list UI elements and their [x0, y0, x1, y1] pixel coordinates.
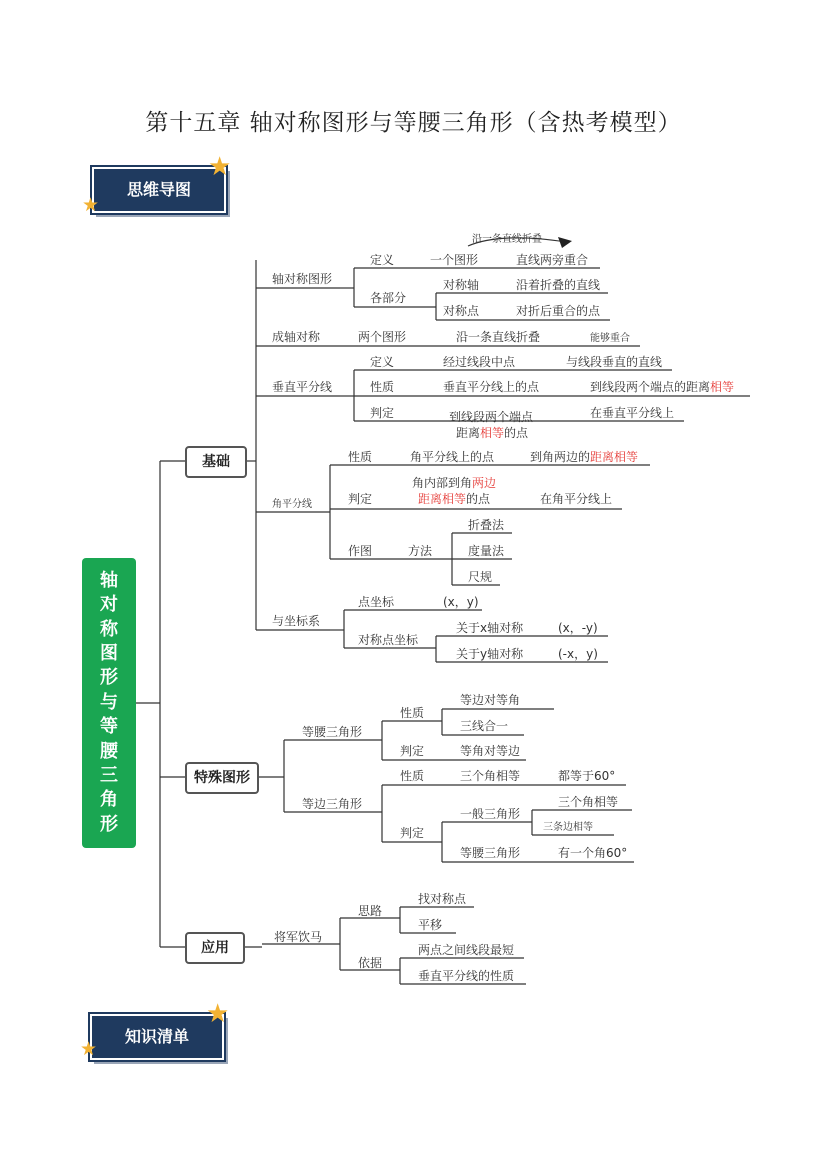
def-a: 一个图形 — [430, 253, 479, 267]
iso-p1: 等边对等角 — [460, 693, 521, 707]
root-char: 图 — [100, 642, 118, 664]
label-pb-prop: 性质 — [370, 380, 395, 394]
pb-judge-a2: 距离相等的点 — [456, 426, 529, 440]
arrow-head-icon — [558, 237, 572, 248]
mindmap-banner: 思维导图 — [92, 167, 226, 213]
idea-2: 平移 — [418, 918, 443, 932]
fold-note: 沿一条直线折叠 — [472, 234, 542, 245]
root-char: 角 — [100, 789, 118, 811]
label-ab-prop: 性质 — [348, 450, 373, 464]
label-idea: 思路 — [358, 904, 383, 918]
label-basis: 依据 — [358, 956, 383, 970]
eq-iso-desc: 有一个角60° — [558, 846, 628, 860]
basis-2: 垂直平分线的性质 — [418, 969, 515, 983]
iso-p2: 三线合一 — [460, 719, 509, 733]
label-isosceles: 等腰三角形 — [302, 725, 363, 739]
iso-j1: 等角对等边 — [460, 744, 521, 758]
root-char: 腰 — [100, 740, 118, 762]
node-basic: 基础 — [185, 446, 247, 478]
label-coord: 与坐标系 — [272, 614, 321, 628]
def-b: 直线两旁重合 — [516, 253, 589, 267]
axis-sym-c: 能够重合 — [590, 333, 630, 344]
pb-judge-b: 在垂直平分线上 — [590, 406, 675, 420]
label-sym-figure: 轴对称图形 — [272, 272, 333, 286]
label-axis-sym: 成轴对称 — [272, 330, 321, 344]
checklist-banner: 知识清单 — [90, 1014, 224, 1060]
method-fold: 折叠法 — [468, 518, 505, 532]
star-icon: ★ — [208, 152, 232, 182]
label-point-coord: 点坐标 — [358, 595, 395, 609]
pb-def-a: 经过线段中点 — [443, 355, 516, 369]
pb-judge-a1: 到线段两个端点 — [449, 410, 534, 424]
point-coord-val: (x，y) — [443, 595, 479, 609]
label-eq-prop: 性质 — [400, 769, 425, 783]
node-special: 特殊图形 — [185, 762, 259, 794]
label-equilateral: 等边三角形 — [302, 797, 363, 811]
method-measure: 度量法 — [468, 544, 505, 558]
ab-prop-b: 到角两边的距离相等 — [530, 450, 639, 464]
x-axis-val: (x，-y) — [558, 621, 598, 635]
ab-prop-a: 角平分线上的点 — [410, 450, 495, 464]
label-y-axis-sym: 关于y轴对称 — [456, 647, 524, 661]
pb-prop-b: 到线段两个端点的距离相等 — [590, 380, 735, 394]
label-parts: 各部分 — [370, 291, 407, 305]
ab-judge-b: 在角平分线上 — [540, 492, 613, 506]
eq-g2: 三条边相等 — [543, 822, 593, 833]
page-title: 第十五章 轴对称图形与等腰三角形（含热考模型） — [145, 110, 682, 136]
label-pb-judge: 判定 — [370, 406, 395, 420]
label-ab-judge: 判定 — [348, 492, 373, 506]
label-ab-method: 方法 — [408, 544, 433, 558]
pb-def-b: 与线段垂直的直线 — [566, 355, 663, 369]
root-node — [82, 558, 136, 848]
eq-p2: 都等于60° — [558, 769, 616, 783]
star-icon: ★ — [206, 999, 230, 1029]
ab-judge-a1: 角内部到角两边 — [412, 476, 497, 490]
label-pb-def: 定义 — [370, 355, 395, 369]
axis-desc: 沿着折叠的直线 — [516, 278, 601, 292]
label-sym-coord: 对称点坐标 — [358, 633, 419, 647]
method-compass: 尺规 — [468, 570, 493, 584]
label-axis: 对称轴 — [443, 278, 480, 292]
label-sym-point: 对称点 — [443, 304, 480, 318]
eq-g1: 三个角相等 — [558, 795, 619, 809]
y-axis-val: (-x，y) — [558, 647, 598, 661]
eq-iso: 等腰三角形 — [460, 846, 521, 860]
eq-general: 一般三角形 — [460, 807, 521, 821]
basis-1: 两点之间线段最短 — [418, 943, 515, 957]
axis-sym-a: 两个图形 — [358, 330, 407, 344]
label-angle-bisector: 角平分线 — [272, 499, 312, 510]
root-char: 轴 — [100, 569, 118, 591]
label-iso-prop: 性质 — [400, 706, 425, 720]
star-icon: ★ — [82, 194, 100, 216]
root-char: 形 — [100, 813, 118, 835]
label-definition: 定义 — [370, 253, 395, 267]
eq-p1: 三个角相等 — [460, 769, 521, 783]
star-icon: ★ — [80, 1038, 98, 1060]
root-char: 对 — [100, 594, 118, 616]
root-char: 等 — [100, 716, 118, 738]
root-char: 三 — [100, 765, 118, 787]
pb-prop-a: 垂直平分线上的点 — [443, 380, 540, 394]
ab-judge-a2: 距离相等的点 — [418, 492, 491, 506]
root-char: 形 — [100, 667, 118, 689]
root-char: 称 — [100, 618, 118, 640]
label-eq-judge: 判定 — [400, 826, 425, 840]
root-char: 与 — [100, 691, 118, 713]
idea-1: 找对称点 — [418, 892, 467, 906]
label-x-axis-sym: 关于x轴对称 — [456, 621, 524, 635]
label-ab-draw: 作图 — [348, 544, 373, 558]
node-application: 应用 — [185, 932, 245, 964]
axis-sym-b: 沿一条直线折叠 — [456, 330, 541, 344]
label-general-horse: 将军饮马 — [274, 930, 323, 944]
point-desc: 对折后重合的点 — [516, 304, 601, 318]
label-perp-bisector: 垂直平分线 — [272, 380, 333, 394]
label-iso-judge: 判定 — [400, 744, 425, 758]
